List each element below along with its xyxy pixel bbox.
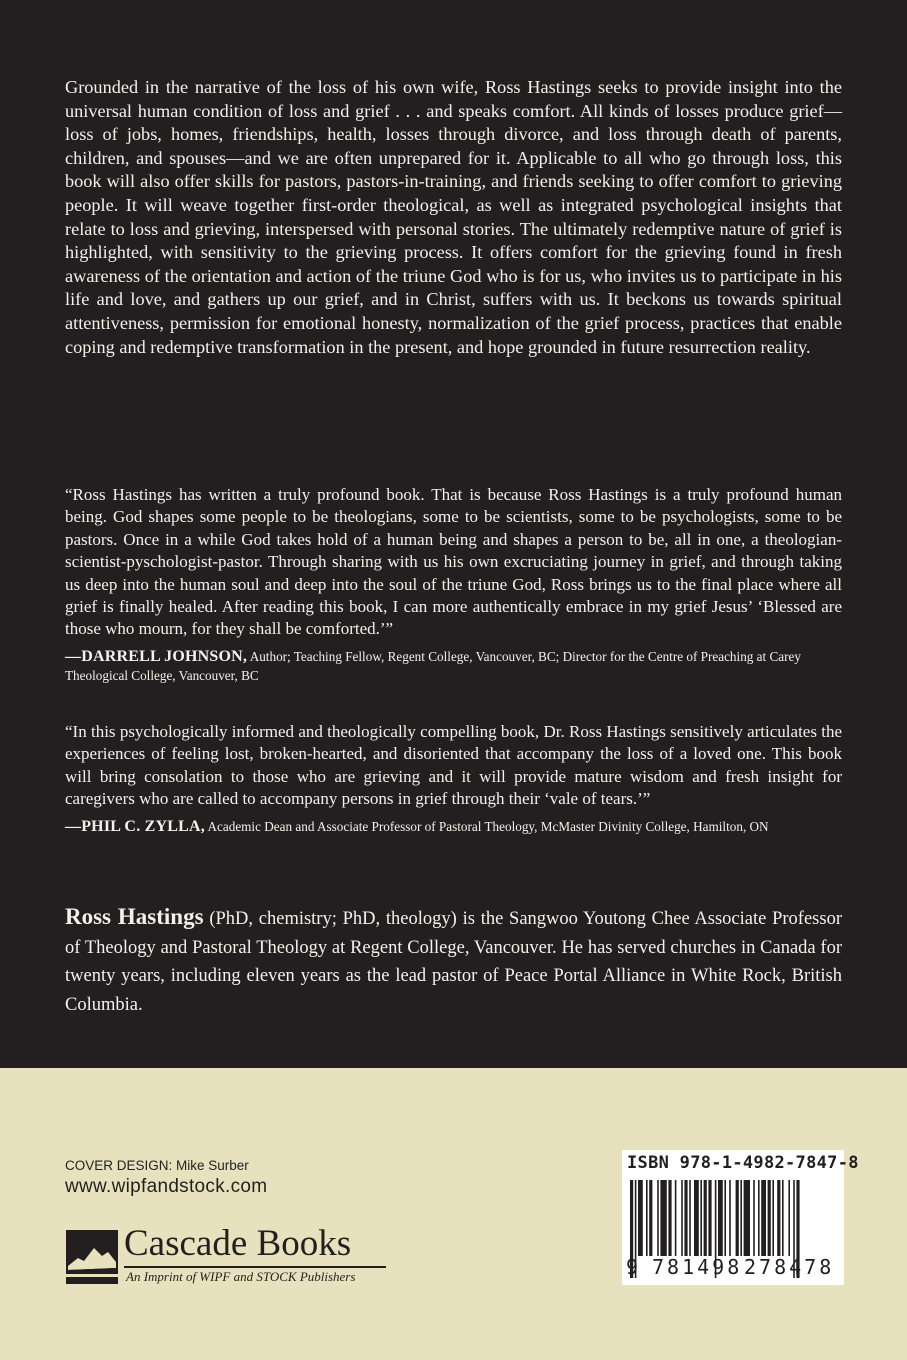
endorser-title: Author; Teaching Fellow, Regent College, Vancouver, BC; Director for the Centre of Preaching at Carey Theological College, Vancouver, BC	[65, 648, 801, 683]
barcode-bar	[761, 1180, 766, 1256]
endorser-title: Academic Dean and Associate Professor of Pastoral Theology, McMaster Divinity College, Hamilton, ON	[207, 818, 769, 834]
barcode-bar	[777, 1180, 780, 1256]
publisher-name: Cascade Books	[124, 1223, 352, 1264]
publisher-logo	[66, 1223, 396, 1284]
barcode-bar	[668, 1180, 671, 1256]
endorsement-1	[65, 484, 842, 685]
barcode-bar	[675, 1180, 677, 1256]
barcode-bar	[782, 1180, 784, 1256]
barcode-bar	[768, 1180, 771, 1256]
barcode-bar	[646, 1180, 648, 1256]
barcode-bar	[772, 1180, 774, 1256]
book-description: Grounded in the narrative of the loss of his own wife, Ross Hastings seeks to provide insight into the universal human condition of loss and grief . . . and speaks comfort. All kinds of losses produce grief—loss of jobs, homes, friendships, health, losses through divorce, and loss through death of parents, children, and spouses—and we are often unprepared for it. Applicable to all who go through loss, this book will also offer skills for pastors, pastors-in-training, and friends seeking to offer comfort to grieving people. It will weave together first-order theological, as well as integrated psychological insights that relate to loss and grieving, interspersed with personal stories. The ultimately redemptive nature of grief is highlighted, with sensitivity to the grieving process. It offers comfort for the grieving found in fresh awareness of the orientation and action of the triune God who is for us, who invites us to participate in his life and love, and gathers up our grief, and in Christ, suffers with us. It beckons us towards spiritual attentiveness, permission for emotional honesty, normalization of the grief process, practices that enable coping and redemptive transformation in the present, and hope grounded in future resurrection reality.	[65, 77, 842, 357]
barcode-bar	[704, 1180, 707, 1256]
barcode-bar	[729, 1180, 731, 1256]
barcode-bar	[758, 1180, 760, 1256]
publisher-url[interactable]: www.wipfandstock.com	[65, 1176, 268, 1197]
barcode-bar	[724, 1180, 726, 1256]
endorser-name: —DARRELL JOHNSON,	[65, 647, 248, 665]
barcode-bar	[638, 1180, 643, 1256]
endorsement-attribution	[65, 817, 842, 836]
barcode-bar	[681, 1180, 683, 1256]
barcode-bar	[736, 1180, 739, 1256]
endorser-name: —PHIL C. ZYLLA,	[65, 817, 205, 835]
endorsement-quote: “Ross Hastings has written a truly profound book. That is because Ross Hastings is a truly profound human being. God shapes some people to be theologians, some to be scientists, some to be psychologists, some to be pastors. Once in a while God takes hold of a human being and shapes a person to be, all in one, a theologian-scientist-pyschologist-pastor. Through sharing with us his own excruciating journey in grief, and through taking us deep into the human soul and deep into the soul of the triune God, Ross brings us to the final place where all grief is finally healed. After reading this book, I can more authentically embrace in my grief Jesus’ ‘Blessed are those who mourn, for they shall be comforted.’”	[65, 485, 842, 639]
author-bio-text: (PhD, chemistry; PhD, theology) is the Sangwoo Youtong Chee Associate Professor of Theology and Pastoral Theology at Regent College, Vancouver. He has served churches in Canada for twenty years, including eleven years as the lead pastor of Peace Portal Alliance in White Rock, British Columbia.	[65, 909, 842, 1015]
endorsement-attribution	[65, 647, 842, 685]
author-bio	[65, 903, 842, 1019]
barcode-digits-left: 781498	[652, 1255, 743, 1279]
barcode-bar	[700, 1180, 702, 1256]
barcode-bar	[788, 1180, 790, 1256]
barcode-digits-right: 278478	[744, 1255, 835, 1279]
barcode-bar	[684, 1180, 687, 1256]
barcode-bar	[708, 1180, 711, 1256]
barcode-bar	[718, 1180, 723, 1256]
barcode-bar	[689, 1180, 691, 1256]
cover-design-credit: COVER DESIGN: Mike Surber	[65, 1158, 249, 1173]
author-name: Ross Hastings	[65, 904, 204, 929]
logo-divider	[124, 1266, 386, 1268]
barcode-bar	[657, 1180, 659, 1256]
endorsement-quote: “In this psychologically informed and theologically compelling book, Dr. Ross Hastings sensitively articulates the experiences of feeling lost, broken-hearted, and disoriented that accompany the loss of a loved one. This book will bring consolation to those who are grieving and it will provide mature wisdom and fresh insight for caregivers who are called to accompany persons in grief through their ‘vale of tears.’”	[65, 722, 842, 809]
mountain-logo-icon	[66, 1230, 118, 1284]
barcode-bar	[740, 1180, 742, 1256]
barcode-bar	[649, 1180, 652, 1256]
isbn-barcode	[622, 1150, 859, 1285]
barcode-bar	[660, 1180, 666, 1256]
publisher-imprint: An Imprint of WIPF and STOCK Publishers	[126, 1269, 356, 1284]
endorsement-2	[65, 721, 842, 836]
isbn-label: ISBN 978-1-4982-7847-8	[627, 1153, 859, 1173]
barcode-bar	[694, 1180, 699, 1256]
barcode-digit-first: 9	[626, 1255, 639, 1279]
barcode-bar	[753, 1180, 755, 1256]
barcode-bar	[744, 1180, 750, 1256]
